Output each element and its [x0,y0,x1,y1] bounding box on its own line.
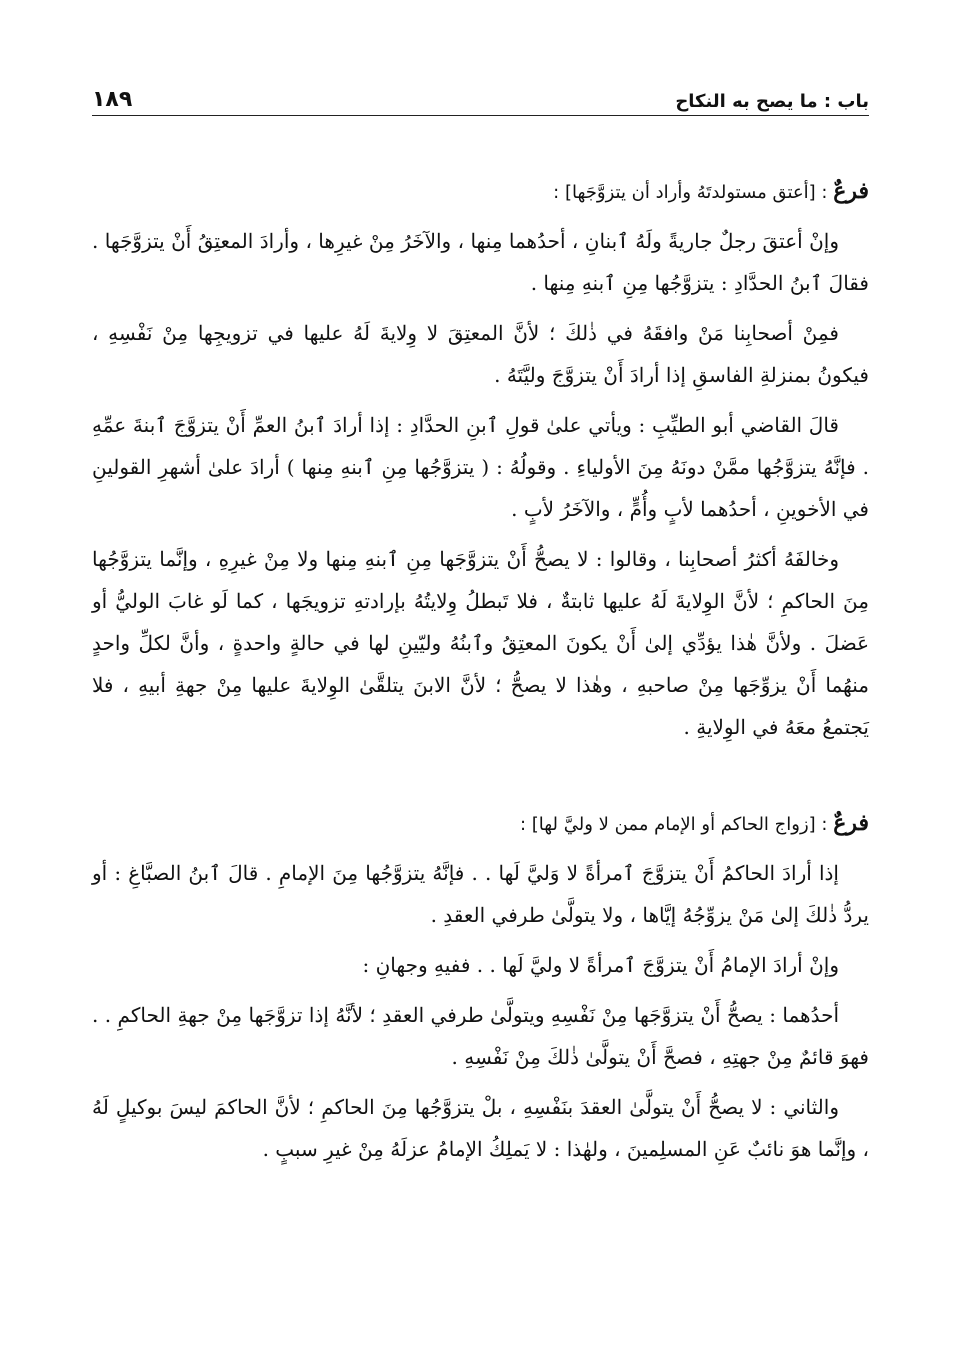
paragraph: وإنْ أعتقَ رجلٌ جاريةً ولَهُ ٱبنانِ ، أحدُهما مِنها ، والآخَرُ مِنْ غيرِها ، وأرادَ المعتِقُ أَنْ يتزوَّجَها . فقالَ ٱبنُ الحدَّادِ : يتزوَّجُها مِنِ ٱبنهِ مِنها . [92,229,869,295]
section-heading-2 [92,802,869,846]
paragraph: أحدُهما : يصحُّ أَنْ يتزوَّجَها مِنْ نَفْسِهِ ويتولَّىٰ طرفي العقدِ ؛ لأنَّهُ إذا تزوَّجَها مِنْ جهةِ الحاكمِ . . فهوَ قائمٌ مِنْ جهتِهِ ، فصحَّ أَنْ يتولَّىٰ ذٰلكَ مِنْ نَفْسِهِ . [92,1003,869,1069]
page-number: ١٨٩ [92,87,133,112]
paragraph: وخالفَهُ أكثرُ أصحابِنا ، وقالوا : لا يصحُّ أَنْ يتزوَّجَها مِنِ ٱبنهِ مِنها ولا مِنْ غيرِهِ ، وإنَّما يتزوَّجُها مِنَ الحاكمِ ؛ لأنَّ الوِلايةَ لَهُ عليها ثابتةٌ ، فلا تَبطلُ وِلايتُهُ بإرادتهِ تزويجَها ، كما لَو غابَ الوليُّ أو عَضلَ . ولأنَّ هٰذا يؤدِّي إلىٰ أَنْ يكونَ المعتِقُ وٱبنُهُ وليّينِ لها في حالةٍ واحدةٍ ، وأنَّ لكلِّ واحدٍ منهُما أَنْ يزوِّجَها مِنْ صاحبهِ ، وهٰذا لا يصحُّ ؛ لأنَّ الابنَ يتلقَّىٰ الوِلايةَ عليها مِنْ جهةِ أبيهِ ، فلا يَجتمعُ معَهُ في الوِلايةِ . [92,547,869,739]
paragraph: قالَ القاضي أبو الطيِّبِ : ويأتي علىٰ قولِ ٱبنِ الحدَّادِ : إذا أرادَ ٱبنُ العمِّ أَنْ يتزوَّجَ ٱبنةَ عمِّهِ . فإنَّهُ يتزوَّجُها ممَّنْ دونَهُ مِنَ الأولياءِ . وقولُهُ : ( يتزوَّجُها مِنِ ٱبنهِ مِنها ) أرادَ علىٰ أشهرِ القولينِ في الأخوينِ ، أحدُهما لأبٍ وأُمٍّ ، والآخَرُ لأبٍ . [92,413,869,521]
running-header [92,78,869,112]
section-spacer [92,756,869,802]
section-title: : [زواج الحاكم أو الإمام ممن لا وليَّ لها] : [519,814,834,835]
paragraph: إذا أرادَ الحاكمُ أَنْ يتزوَّجَ ٱمرأةً لا وَليَّ لَها . . فإنَّهُ يتزوَّجُها مِنَ الإمامِ . قالَ ٱبنُ الصبَّاغِ : أو يردُّ ذٰلكَ إلىٰ مَنْ يزوِّجُهُ إيَّاها ، ولا يتولَّىٰ طرفي العقدِ . [92,861,869,927]
paragraph: فمِنْ أصحابِنا مَنْ وافقَهُ في ذٰلكَ ؛ لأنَّ المعتِقَ لا وِلايةَ لَهُ عليها في تزويجِها مِنْ نَفْسِهِ ، فيكونُ بمنزلةِ الفاسقِ إذا أرادَ أَنْ يتزوَّجَ وليَّتَهُ . [92,321,869,387]
section-label: فرعٌ [833,810,869,836]
chapter-title: باب : ما يصح به النكاح [675,91,869,112]
main-text [92,170,869,1178]
header-divider [92,115,869,116]
section-title: : [أعتق مستولدتَهُ وأراد أن يتزوَّجَها] : [553,182,834,203]
paragraph: والثاني : لا يصحُّ أَنْ يتولَّىٰ العقدَ بنَفْسِهِ ، بلْ يتزوَّجُها مِنَ الحاكمِ ؛ لأنَّ الحاكمَ ليسَ بوكيلٍ لَهُ ، وإنَّما هوَ نائبٌ عَنِ المسلِمينَ ، ولهٰذا : لا يَملِكُ الإمامُ عزلَهُ مِنْ غيرِ سببٍ . [92,1095,869,1161]
paragraph: وإنْ أرادَ الإمامُ أَنْ يتزوَّجَ ٱمرأةً لا وليَّ لَها . . ففيهِ وجهانِ : [362,953,839,977]
section-heading-1 [92,170,869,214]
section-label: فرعٌ [833,178,869,204]
